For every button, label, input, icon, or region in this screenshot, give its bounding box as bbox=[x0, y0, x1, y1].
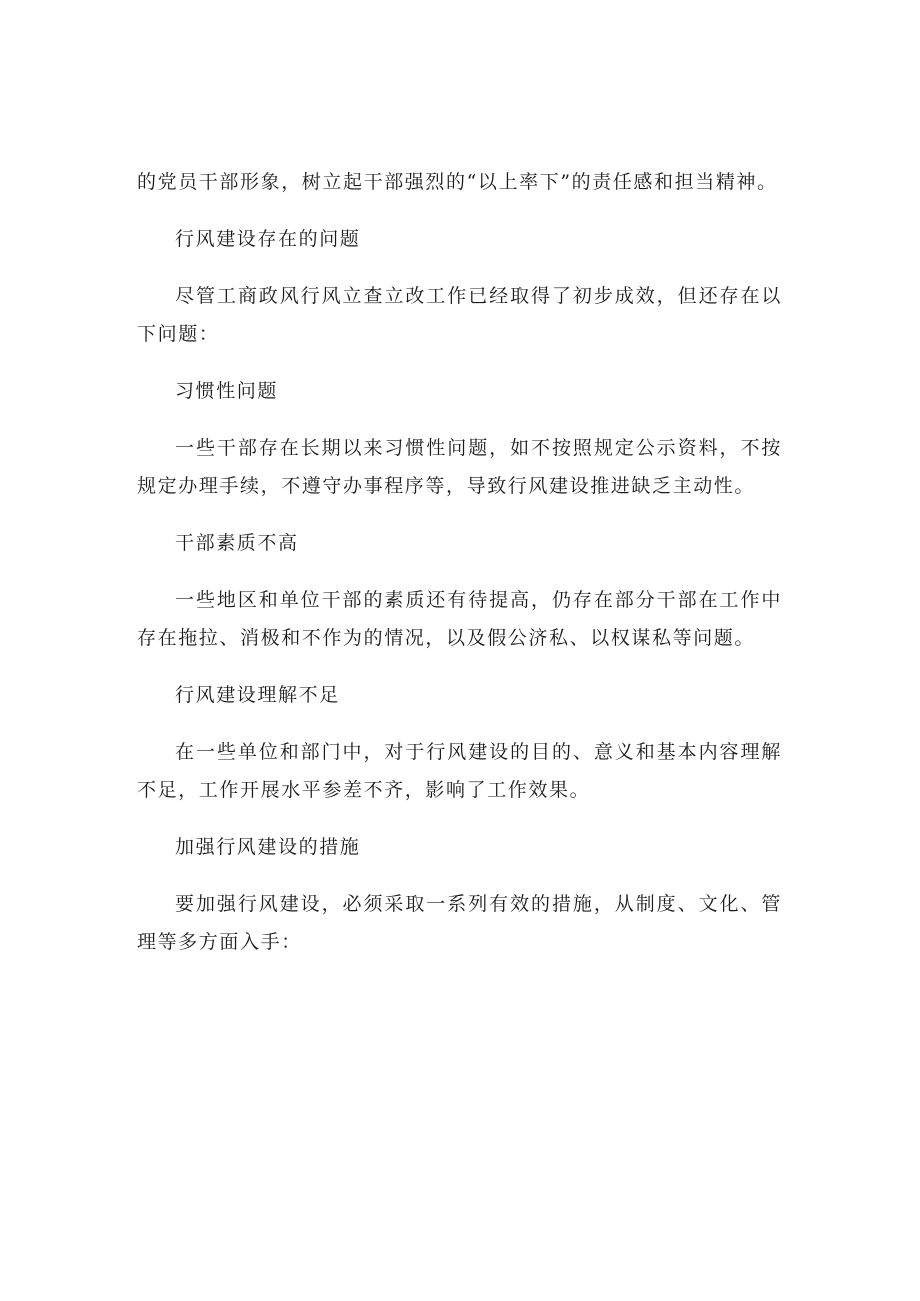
paragraph-understanding: 在一些单位和部门中，对于行风建设的目的、意义和基本内容理解不足，工作开展水平参差不齐，影响了工作效果。 bbox=[137, 741, 782, 801]
section-heading-problems: 行风建设存在的问题 bbox=[175, 228, 361, 250]
section-heading-measures: 加强行风建设的措施 bbox=[175, 836, 361, 858]
paragraph-measures-intro: 要加强行风建设，必须采取一系列有效的措施，从制度、文化、管理等多方面入手： bbox=[137, 893, 782, 953]
document-body bbox=[137, 163, 782, 980]
subheading-cadre-quality: 干部素质不高 bbox=[175, 532, 299, 554]
paragraph-habitual-issues: 一些干部存在长期以来习惯性问题，如不按照规定公示资料，不按规定办理手续，不遵守办事程序等，导致行风建设推进缺乏主动性。 bbox=[137, 437, 782, 497]
paragraph-problems-intro: 尽管工商政风行风立查立改工作已经取得了初步成效，但还存在以下问题： bbox=[137, 285, 782, 345]
paragraph-cadre-quality: 一些地区和单位干部的素质还有待提高，仍存在部分干部在工作中存在拖拉、消极和不作为的情况，以及假公济私、以权谋私等问题。 bbox=[137, 589, 782, 649]
subheading-habitual-issues: 习惯性问题 bbox=[175, 380, 279, 402]
subheading-understanding: 行风建设理解不足 bbox=[175, 684, 340, 706]
paragraph-continuation: 的党员干部形象，树立起干部强烈的“以上率下”的责任感和担当精神。 bbox=[137, 171, 778, 193]
